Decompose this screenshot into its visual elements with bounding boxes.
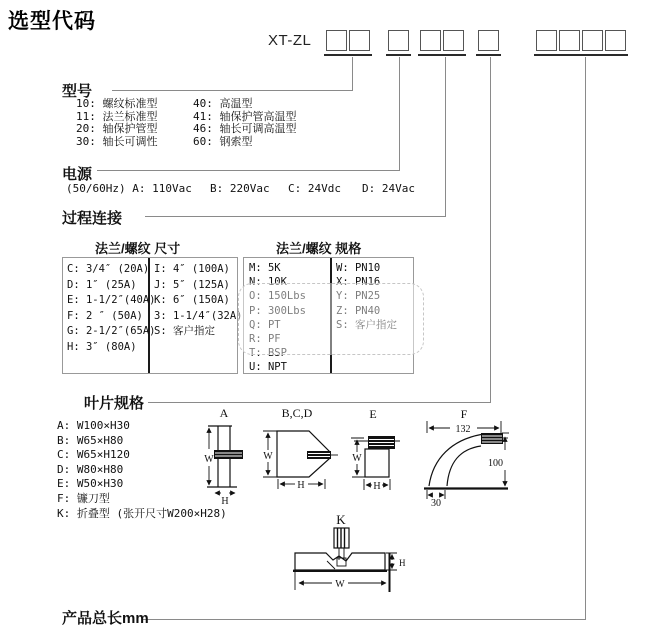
- code-box: [605, 30, 626, 51]
- connector-length: [585, 57, 586, 619]
- dim-h: H: [297, 480, 305, 491]
- connector-power: [399, 57, 400, 170]
- drawing-e: [351, 407, 400, 492]
- blade-option: K: 折叠型 (张开尺寸W200×H28): [57, 506, 227, 520]
- connector-model: [352, 57, 353, 90]
- model-option: 41: 轴保护管高温型: [193, 109, 297, 123]
- code-group-power: [386, 30, 411, 56]
- table-row: H: 3″ (80A): [67, 340, 137, 353]
- size-table-col-right: [154, 262, 243, 340]
- dim-h: H: [221, 496, 229, 507]
- drawing-bcd: [263, 406, 338, 491]
- code-box: [326, 30, 347, 51]
- connector-length-h: [142, 619, 586, 620]
- drawing-f: [424, 407, 509, 509]
- model-option: 40: 高温型: [193, 97, 253, 110]
- code-prefix: XT-ZL: [268, 32, 312, 49]
- blade-option: F: 镰刀型: [57, 491, 110, 505]
- blade-option: A: W100×H30: [57, 419, 130, 432]
- connector-model-h: [112, 90, 353, 91]
- table-row: E: 1-1/2″(40A): [67, 294, 156, 307]
- section-title-blade: 叶片规格: [84, 395, 145, 412]
- code-group-length: [534, 30, 628, 56]
- table-row: K: 6″ (150A): [154, 294, 230, 307]
- table-row: Q: PT: [249, 318, 281, 331]
- table-row: M: 5K: [249, 262, 281, 274]
- model-option: 30: 轴长可调性: [76, 134, 158, 148]
- blade-option: B: W65×H80: [57, 433, 124, 447]
- table-row: S: 客户指定: [336, 318, 397, 331]
- drawing-a: [204, 406, 243, 507]
- drawing-k: [293, 512, 406, 592]
- size-table: [62, 257, 243, 374]
- table-row: N: 10K: [249, 276, 287, 289]
- dim-w: W: [263, 451, 273, 462]
- drawing-k-label: K: [336, 512, 346, 527]
- table-row: T: BSP: [249, 347, 287, 360]
- table-row: P: 300Lbs: [249, 304, 306, 317]
- watermark-artifact: [238, 283, 424, 355]
- table-row: Y: PN25: [336, 290, 381, 303]
- spec-table-title: 法兰/螺纹 规格: [276, 241, 362, 256]
- drawing-e-label: E: [369, 407, 377, 421]
- dim-100: 100: [488, 458, 503, 469]
- blade-option: D: W80×H80: [57, 462, 124, 476]
- code-group-model: [324, 30, 372, 56]
- blade-drawings: [190, 405, 520, 605]
- table-row: G: 2-1/2″(65A): [67, 325, 156, 338]
- size-table-title: 法兰/螺纹 尺寸: [95, 241, 181, 256]
- dim-w: W: [204, 454, 214, 465]
- model-option: 10: 螺纹标准型: [76, 97, 158, 110]
- table-row: W: PN10: [336, 262, 381, 274]
- blade-option: C: W65×H120: [57, 448, 130, 462]
- code-group-blade: [476, 30, 501, 56]
- model-option: 20: 轴保护管型: [76, 122, 158, 136]
- model-option: 11: 法兰标准型: [76, 109, 158, 123]
- power-option: D: 24Vac: [362, 182, 415, 195]
- table-row: R: PF: [249, 333, 281, 346]
- page-title: 选型代码: [8, 10, 96, 33]
- blade-option: E: W50×H30: [57, 477, 124, 491]
- connector-process-h: [145, 216, 446, 217]
- table-row: C: 3/4″ (20A): [67, 263, 150, 275]
- section-title-model: 型号: [62, 83, 93, 100]
- code-box: [443, 30, 464, 51]
- model-option: 60: 钢索型: [193, 134, 253, 148]
- power-option: C: 24Vdc: [288, 182, 341, 195]
- dim-132: 132: [455, 424, 471, 435]
- dim-w: W: [352, 453, 362, 464]
- drawing-bcd-label: B,C,D: [281, 406, 313, 420]
- model-option: 46: 轴长可调高温型: [193, 122, 297, 136]
- size-table-col-left: [67, 262, 156, 356]
- model-options-right: [193, 98, 297, 148]
- dim-w: W: [335, 579, 345, 590]
- section-title-power: 电源: [62, 166, 93, 183]
- drawing-a-label: A: [219, 406, 229, 420]
- code-box: [536, 30, 557, 51]
- table-row: D: 1″ (25A): [67, 278, 137, 291]
- code-box: [420, 30, 441, 51]
- dim-h: H: [373, 481, 381, 492]
- code-box: [582, 30, 603, 51]
- dim-h: H: [399, 558, 406, 568]
- section-title-total-length: 产品总长mm: [62, 610, 149, 627]
- table-row: Z: PN40: [336, 304, 381, 317]
- dim-30: 30: [431, 498, 441, 509]
- code-box: [349, 30, 370, 51]
- code-group-process: [418, 30, 466, 56]
- table-row: S: 客户指定: [154, 325, 215, 338]
- connector-blade-h: [148, 402, 491, 403]
- connector-blade: [490, 57, 491, 402]
- power-option: B: 220Vac: [210, 182, 270, 195]
- table-row: J: 5″ (125A): [154, 278, 230, 291]
- drawing-f-label: F: [460, 407, 468, 421]
- table-row: O: 150Lbs: [249, 290, 306, 303]
- table-row: X: PN16: [336, 276, 381, 289]
- table-row: F: 2 ″ (50A): [67, 309, 143, 322]
- power-option: (50/60Hz) A: 110Vac: [66, 182, 192, 195]
- table-row: U: NPT: [249, 361, 287, 374]
- section-title-process: 过程连接: [62, 210, 123, 227]
- model-options-left: [76, 98, 158, 148]
- code-box: [478, 30, 499, 51]
- table-row: I: 4″ (100A): [154, 263, 230, 275]
- code-box: [388, 30, 409, 51]
- connector-power-h: [97, 170, 400, 171]
- table-row: 3: 1-1/4″(32A): [154, 309, 243, 322]
- connector-process: [445, 57, 446, 216]
- code-box: [559, 30, 580, 51]
